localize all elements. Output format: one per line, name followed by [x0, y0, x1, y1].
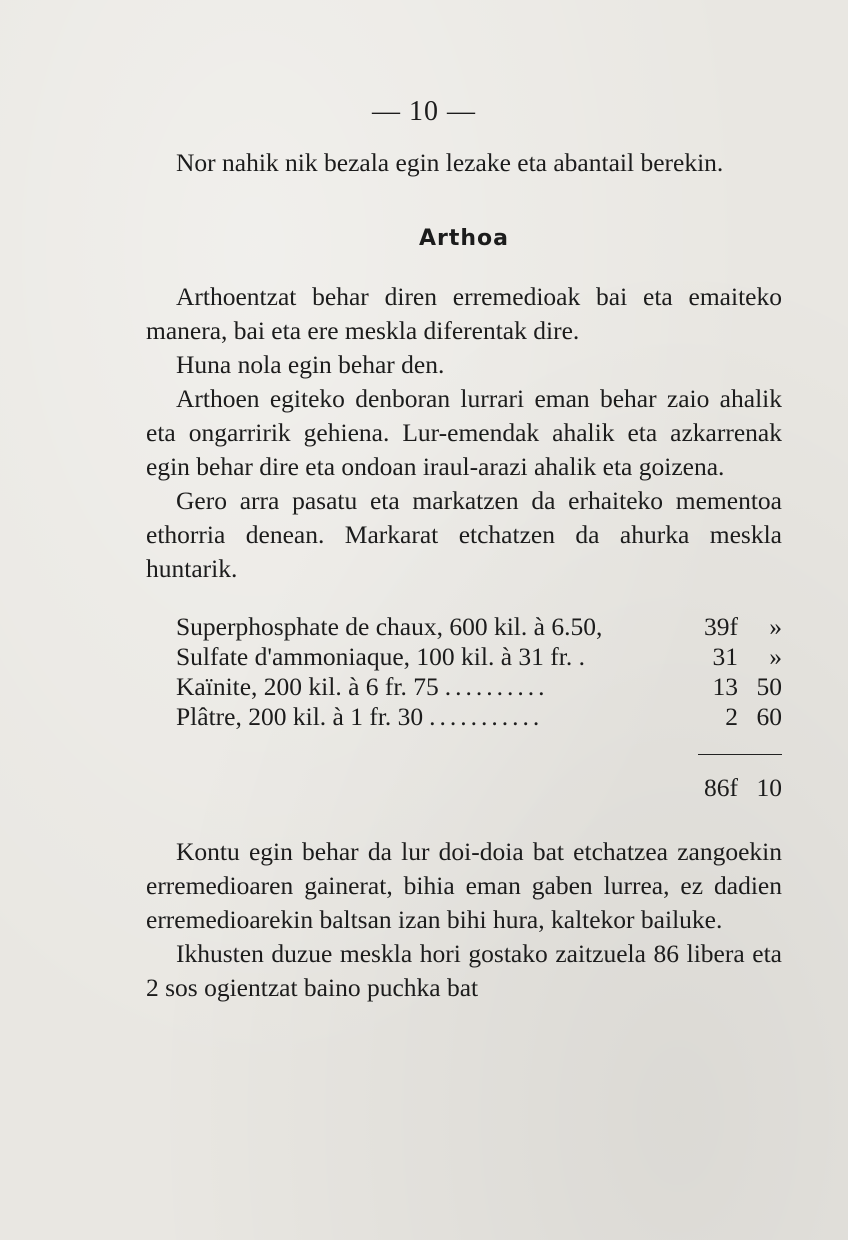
row-cents: » [769, 612, 782, 641]
row-cents: » [769, 642, 782, 671]
table-row [176, 642, 782, 672]
row-francs: 31 [712, 642, 738, 671]
table-row [176, 672, 782, 702]
paragraph-how: Huna nola egin behar den. [176, 350, 445, 379]
row-leader: .......... [444, 672, 549, 701]
page-number: — 10 — [372, 96, 476, 127]
row-label: Plâtre, 200 kil. à 1 fr. 30 [176, 702, 424, 731]
table-row [176, 702, 782, 732]
sum-rule [698, 754, 782, 755]
row-label: Superphosphate de chaux, 600 kil. à 6.50, [176, 612, 603, 641]
row-francs: 13 [712, 672, 738, 701]
paragraph-cost: Ikhusten duzue meskla hori gostako zaitzuela 86 libera eta 2 sos ogientzat baino puchka bat [146, 939, 782, 1002]
paragraph-caution: Kontu egin behar da lur doi-doia bat etchatzea zangoekin erremedioaren gainerat, bihia eman gaben lurrea, ez dadien erremedioarekin baltsan izan bihi hura, kaltekor bailuke. [146, 837, 782, 934]
table-total [176, 771, 782, 805]
total-francs: 86f [704, 773, 738, 802]
paragraph-marking: Gero arra pasatu eta markatzen da erhaiteko mementoa ethorria denean. Markarat etchatzen da ahurka meskla huntarik. [146, 486, 782, 583]
row-leader: ........... [429, 702, 544, 731]
page-body [146, 146, 782, 1005]
row-francs: 39f [704, 612, 738, 641]
paragraph-intro: Nor nahik nik bezala egin lezake eta abantail berekin. [176, 148, 724, 177]
section-heading: Arthoa [418, 226, 509, 251]
paragraph-remedies: Arthoentzat behar diren erremedioak bai eta emaiteko manera, bai eta ere meskla diferentak dire. [146, 282, 782, 345]
row-cents: 60 [756, 702, 782, 731]
row-francs: 2 [725, 702, 738, 731]
row-cents: 50 [756, 672, 782, 701]
row-label: Kaïnite, 200 kil. à 6 fr. 75 [176, 672, 439, 701]
total-cents: 10 [756, 773, 782, 802]
row-label: Sulfate d'ammoniaque, 100 kil. à 31 fr. . [176, 642, 585, 671]
table-row [176, 612, 782, 642]
paragraph-soil: Arthoen egiteko denboran lurrari eman behar zaio ahalik eta ongarririk gehiena. Lur-emendak ahalik eta azkarrenak egin behar dire eta ondoan iraul-arazi ahalik eta goizena. [146, 384, 782, 481]
fertilizer-table [146, 612, 782, 805]
